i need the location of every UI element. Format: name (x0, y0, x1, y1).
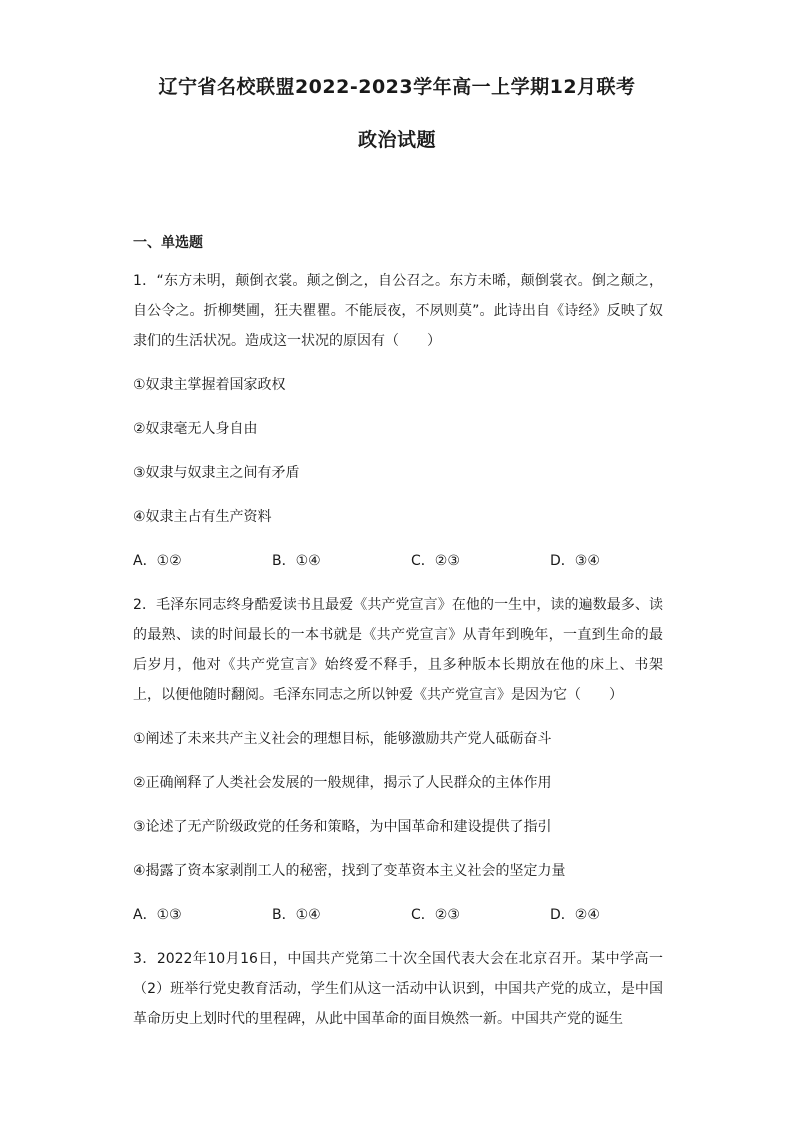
answer-choices (133, 900, 663, 930)
answer-choice-d: D．②④ (550, 907, 600, 923)
document-body (133, 228, 663, 1048)
question-option: ④揭露了资本家剥削工人的秘密，找到了变革资本主义社会的坚定力量 (133, 863, 566, 879)
question-3 (133, 944, 663, 1034)
question-option: ④奴隶主占有生产资料 (133, 509, 272, 525)
answer-choice-a: A．①③ (133, 907, 182, 923)
question-option: ②奴隶毫无人身自由 (133, 421, 258, 437)
question-1 (133, 266, 663, 576)
question-stem: 2．毛泽东同志终身酷爱读书且最爱《共产党宣言》在他的一生中，读的遍数最多、读的最熟、读的时间最长的一本书就是《共产党宣言》从青年到晚年，一直到生命的最后岁月，他对《共产党宣言》始终爱不释手，且多种版本长期放在他的床上、书架上，以便他随时翻阅。毛泽东同志之所以钟爱《共产党宣言》是因为它（ ） (133, 597, 663, 703)
question-option: ①奴隶主掌握着国家政权 (133, 377, 286, 393)
question-2 (133, 590, 663, 930)
answer-choice-b: B．①④ (272, 907, 321, 923)
question-option: ③奴隶与奴隶主之间有矛盾 (133, 465, 300, 481)
document-subtitle: 政治试题 (357, 129, 436, 151)
question-option: ①阐述了未来共产主义社会的理想目标，能够激励共产党人砥砺奋斗 (133, 731, 552, 747)
question-option: ③论述了无产阶级政党的任务和策略，为中国革命和建设提供了指引 (133, 819, 552, 835)
answer-choice-b: B．①④ (272, 553, 321, 569)
question-option: ②正确阐释了人类社会发展的一般规律，揭示了人民群众的主体作用 (133, 775, 552, 791)
answer-choice-a: A．①② (133, 553, 182, 569)
document-title: 辽宁省名校联盟2022-2023学年高一上学期12月联考 (158, 76, 636, 98)
answer-choice-c: C．②③ (411, 907, 460, 923)
question-stem: 1．“东方未明，颠倒衣裳。颠之倒之，自公召之。东方未晞，颠倒裳衣。倒之颠之，自公令之。折柳樊圃，狂夫瞿瞿。不能辰夜，不夙则莫”。此诗出自《诗经》反映了奴隶们的生活状况。造成这一状况的原因有（ ） (133, 273, 663, 349)
answer-choices (133, 546, 663, 576)
section-heading: 一、单选题 (133, 235, 203, 251)
answer-choice-c: C．②③ (411, 553, 460, 569)
answer-choice-d: D．③④ (550, 553, 600, 569)
question-stem: 3．2022年10月16日，中国共产党第二十次全国代表大会在北京召开。某中学高一（2）班举行党史教育活动，学生们从这一活动中认识到，中国共产党的成立，是中国革命历史上划时代的里程碑，从此中国革命的面目焕然一新。中国共产党的诞生 (133, 951, 663, 1027)
